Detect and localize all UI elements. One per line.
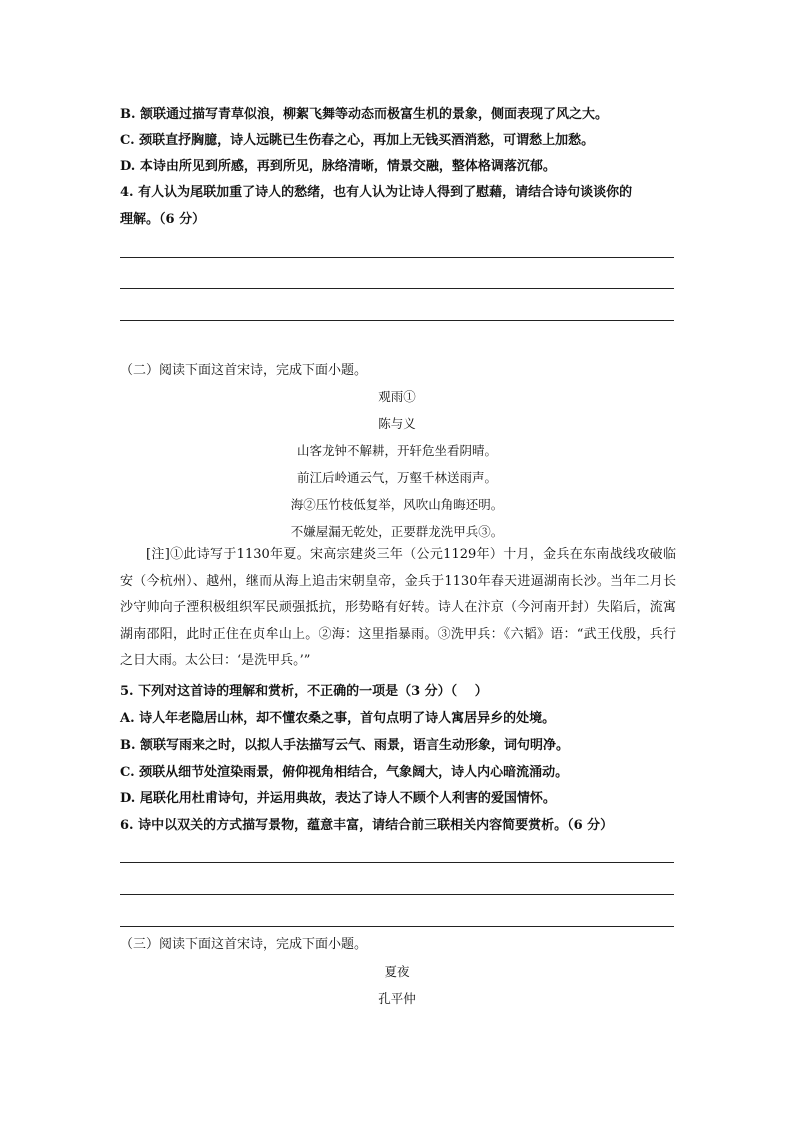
answer-line	[120, 926, 674, 927]
poem-line: 海②压竹枝低复举，风吹山角晦还明。	[290, 497, 504, 512]
poem-annotation: [注]①此诗写于1130年夏。宋高宗建炎三年（公元1129年）十月，金兵在东南战线攻破临安（今杭州）、越州，继而从海上追击宋朝皇帝，金兵于1130年春天进逼湖南长沙。当年二月长沙守帅向子湮积极组织军民顽强抵抗，形势略有好转。诗人在汴京（今河南开封）失陷后，流寓湖南邵阳，此时正住在贞牟山上。②海：这里指暴雨。③洗甲兵：《六韬》语：“武王伐殷，兵行之日大雨。太公曰：‘是洗甲兵。’”	[120, 547, 676, 668]
poem-author: 陈与义	[378, 416, 416, 431]
question-4-line-2: 理解。（6 分）	[120, 212, 206, 227]
answer-line	[120, 320, 674, 321]
question-6: 6. 诗中以双关的方式描写景物，蕴意丰富，请结合前三联相关内容简要赏析。（6 分）	[120, 818, 614, 833]
poem-title: 夏夜	[384, 964, 410, 979]
answer-line	[120, 288, 674, 289]
q5-option-d: D. 尾联化用杜甫诗句，并运用典故，表达了诗人不顾个人利害的爱国情怀。	[120, 791, 556, 806]
q5-option-c: C. 颈联从细节处渲染雨景，俯仰视角相结合，气象阔大，诗人内心暗流涌动。	[120, 765, 569, 780]
poem-line: 山客龙钟不解耕，开轩危坐看阴晴。	[296, 443, 497, 458]
section-2-intro: （二）阅读下面这首宋诗，完成下面小题。	[120, 363, 368, 378]
q5-option-b: B. 颔联写雨来之时，以拟人手法描写云气、雨景，语言生动形象，词句明净。	[120, 738, 570, 753]
option-c: C. 颈联直抒胸臆，诗人远眺已生伤春之心，再加上无钱买酒消愁，可谓愁上加愁。	[120, 133, 595, 148]
section-3-intro: （三）阅读下面这首宋诗，完成下面小题。	[120, 937, 368, 952]
poem-author: 孔平仲	[378, 991, 416, 1006]
option-d: D. 本诗由所见到所感，再到所见，脉络清晰，情景交融，整体格调落沉郁。	[120, 159, 556, 174]
poem-title: 观雨①	[378, 389, 416, 404]
answer-line	[120, 257, 674, 258]
q5-option-a: A. 诗人年老隐居山林，却不懂农桑之事，首句点明了诗人寓居异乡的处境。	[120, 711, 556, 726]
poem-line: 不嫌屋漏无乾处，正要群龙洗甲兵③。	[290, 524, 504, 539]
option-b: B. 颔联通过描写青草似浪，柳絮飞舞等动态而极富生机的景象，侧面表现了风之大。	[120, 107, 609, 122]
answer-line	[120, 894, 674, 895]
question-5: 5. 下列对这首诗的理解和赏析，不正确的一项是（3 分）（ ）	[120, 684, 488, 699]
answer-line	[120, 862, 674, 863]
poem-line: 前江后岭通云气，万壑千林送雨声。	[296, 470, 497, 485]
question-4-line-1: 4. 有人认为尾联加重了诗人的愁绪，也有人认为让诗人得到了慰藉，请结合诗句谈谈你的	[120, 185, 633, 200]
